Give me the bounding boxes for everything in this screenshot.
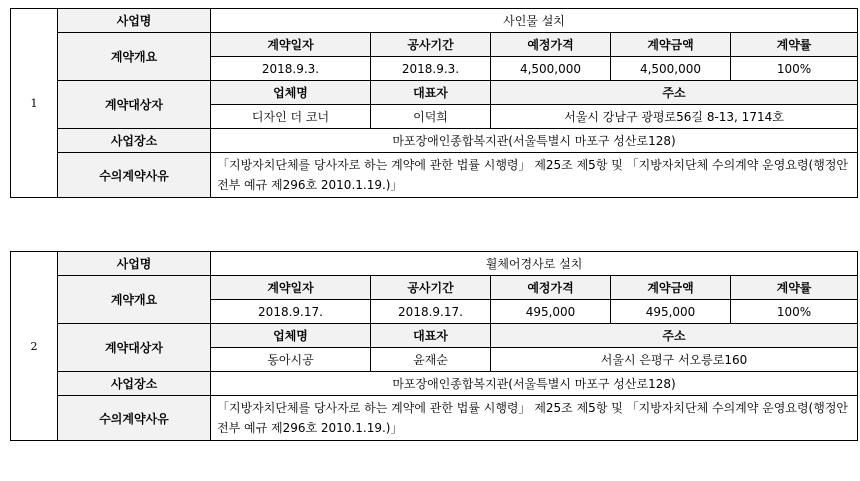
construction-period-header: 공사기간: [371, 276, 491, 300]
company-name-value: 동아시공: [211, 348, 371, 372]
contract-amount-value: 4,500,000: [611, 57, 731, 81]
contract-record-table: [10, 8, 858, 198]
company-name-header: 업체명: [211, 81, 371, 105]
project-location-value: 마포장애인종합복지관(서울특별시 마포구 성산로128): [211, 372, 858, 396]
address-header: 주소: [491, 324, 858, 348]
private-contract-reason-value: 「지방자치단체를 당사자로 하는 계약에 관한 법률 시행령」 제25조 제5항 및 「지방자치단체 수의계약 운영요령(행정안전부 예규 제296호 2010.1.19.)」: [211, 396, 858, 441]
contractor-header: 계약대상자: [58, 324, 211, 372]
contract-amount-header: 계약금액: [611, 276, 731, 300]
representative-value: 이덕희: [371, 105, 491, 129]
address-header: 주소: [491, 81, 858, 105]
construction-period-header: 공사기간: [371, 33, 491, 57]
address-value: 서울시 강남구 광평로56길 8-13, 1714호: [491, 105, 858, 129]
project-name-value: 휠체어경사로 설치: [211, 252, 858, 276]
project-name-value: 사인물 설치: [211, 9, 858, 33]
contract-date-header: 계약일자: [211, 33, 371, 57]
estimated-price-value: 495,000: [491, 300, 611, 324]
estimated-price-value: 4,500,000: [491, 57, 611, 81]
contract-rate-header: 계약률: [731, 33, 858, 57]
estimated-price-header: 예정가격: [491, 276, 611, 300]
representative-value: 윤재순: [371, 348, 491, 372]
company-name-value: 디자인 더 코너: [211, 105, 371, 129]
contract-date-value: 2018.9.3.: [211, 57, 371, 81]
contract-amount-value: 495,000: [611, 300, 731, 324]
construction-period-value: 2018.9.3.: [371, 57, 491, 81]
company-name-header: 업체명: [211, 324, 371, 348]
contract-rate-header: 계약률: [731, 276, 858, 300]
representative-header: 대표자: [371, 81, 491, 105]
project-name-header: 사업명: [58, 252, 211, 276]
contract-rate-value: 100%: [731, 57, 858, 81]
project-name-header: 사업명: [58, 9, 211, 33]
project-location-header: 사업장소: [58, 372, 211, 396]
contract-amount-header: 계약금액: [611, 33, 731, 57]
address-value: 서울시 은평구 서오릉로160: [491, 348, 858, 372]
contract-overview-header: 계약개요: [58, 276, 211, 324]
contract-record-table: [10, 251, 858, 441]
private-contract-reason-header: 수의계약사유: [58, 153, 211, 198]
private-contract-reason-value: 「지방자치단체를 당사자로 하는 계약에 관한 법률 시행령」 제25조 제5항 및 「지방자치단체 수의계약 운영요령(행정안전부 예규 제296호 2010.1.19.)」: [211, 153, 858, 198]
contract-date-header: 계약일자: [211, 276, 371, 300]
record-index: 2: [11, 252, 58, 441]
contractor-header: 계약대상자: [58, 81, 211, 129]
record-index: 1: [11, 9, 58, 198]
contract-date-value: 2018.9.17.: [211, 300, 371, 324]
contract-rate-value: 100%: [731, 300, 858, 324]
private-contract-reason-header: 수의계약사유: [58, 396, 211, 441]
construction-period-value: 2018.9.17.: [371, 300, 491, 324]
representative-header: 대표자: [371, 324, 491, 348]
contract-overview-header: 계약개요: [58, 33, 211, 81]
estimated-price-header: 예정가격: [491, 33, 611, 57]
project-location-value: 마포장애인종합복지관(서울특별시 마포구 성산로128): [211, 129, 858, 153]
project-location-header: 사업장소: [58, 129, 211, 153]
